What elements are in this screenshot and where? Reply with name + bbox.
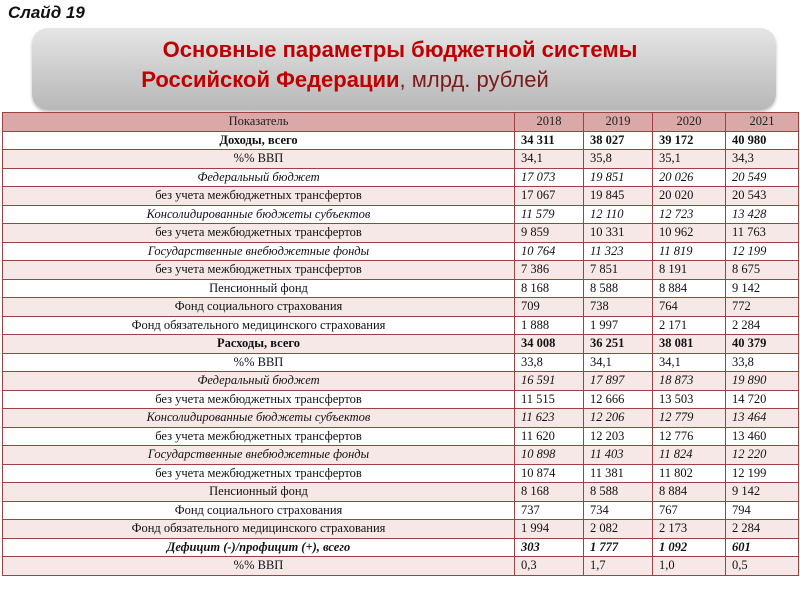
row-value-2019: 7 851 (584, 261, 653, 280)
row-value-2019: 11 323 (584, 242, 653, 261)
row-label: Фонд социального страхования (3, 501, 515, 520)
table-row (3, 205, 799, 224)
header-2018: 2018 (515, 113, 584, 132)
row-value-2019: 734 (584, 501, 653, 520)
row-value-2019: 11 381 (584, 464, 653, 483)
title-line-2 (141, 65, 548, 95)
table-row (3, 427, 799, 446)
row-value-2018: 7 386 (515, 261, 584, 280)
row-label: Дефицит (-)/профицит (+), всего (3, 538, 515, 557)
row-value-2019: 8 588 (584, 483, 653, 502)
header-indicator: Показатель (3, 113, 515, 132)
page-title (0, 35, 800, 95)
row-label: Доходы, всего (3, 131, 515, 150)
row-value-2020: 39 172 (653, 131, 726, 150)
row-value-2021: 13 460 (726, 427, 799, 446)
row-value-2018: 303 (515, 538, 584, 557)
budget-table (2, 112, 799, 576)
row-label: без учета межбюджетных трансфертов (3, 187, 515, 206)
row-value-2020: 8 884 (653, 279, 726, 298)
row-value-2021: 794 (726, 501, 799, 520)
row-label: без учета межбюджетных трансфертов (3, 427, 515, 446)
row-value-2019: 12 206 (584, 409, 653, 428)
row-value-2019: 38 027 (584, 131, 653, 150)
row-value-2018: 11 620 (515, 427, 584, 446)
table-row (3, 187, 799, 206)
row-value-2020: 12 776 (653, 427, 726, 446)
row-value-2018: 10 764 (515, 242, 584, 261)
table-row (3, 446, 799, 465)
table-row (3, 298, 799, 317)
row-value-2021: 601 (726, 538, 799, 557)
row-value-2019: 10 331 (584, 224, 653, 243)
row-value-2018: 11 623 (515, 409, 584, 428)
row-value-2018: 10 898 (515, 446, 584, 465)
table-row (3, 520, 799, 539)
row-value-2021: 14 720 (726, 390, 799, 409)
row-value-2021: 2 284 (726, 316, 799, 335)
table-row (3, 168, 799, 187)
row-value-2021: 9 142 (726, 483, 799, 502)
row-value-2018: 34,1 (515, 150, 584, 169)
row-value-2020: 34,1 (653, 353, 726, 372)
row-label: Консолидированные бюджеты субъектов (3, 409, 515, 428)
table-row (3, 335, 799, 354)
row-label: без учета межбюджетных трансфертов (3, 464, 515, 483)
row-label: без учета межбюджетных трансфертов (3, 261, 515, 280)
row-value-2019: 12 203 (584, 427, 653, 446)
table-row (3, 150, 799, 169)
header-2020: 2020 (653, 113, 726, 132)
table-row (3, 538, 799, 557)
row-value-2018: 0,3 (515, 557, 584, 576)
row-value-2020: 13 503 (653, 390, 726, 409)
row-label: Расходы, всего (3, 335, 515, 354)
row-value-2020: 38 081 (653, 335, 726, 354)
row-value-2021: 34,3 (726, 150, 799, 169)
row-value-2021: 12 199 (726, 464, 799, 483)
row-value-2020: 11 802 (653, 464, 726, 483)
row-label: Государственные внебюджетные фонды (3, 242, 515, 261)
row-value-2018: 1 994 (515, 520, 584, 539)
row-value-2020: 1 092 (653, 538, 726, 557)
row-value-2019: 1,7 (584, 557, 653, 576)
row-value-2018: 33,8 (515, 353, 584, 372)
header-2021: 2021 (726, 113, 799, 132)
row-value-2018: 16 591 (515, 372, 584, 391)
table-row (3, 242, 799, 261)
row-value-2021: 20 543 (726, 187, 799, 206)
row-label: Пенсионный фонд (3, 483, 515, 502)
row-value-2020: 20 026 (653, 168, 726, 187)
table-row (3, 501, 799, 520)
row-value-2019: 36 251 (584, 335, 653, 354)
row-value-2019: 1 777 (584, 538, 653, 557)
row-value-2020: 767 (653, 501, 726, 520)
row-value-2021: 0,5 (726, 557, 799, 576)
row-value-2019: 8 588 (584, 279, 653, 298)
row-value-2021: 13 428 (726, 205, 799, 224)
row-value-2020: 764 (653, 298, 726, 317)
row-value-2018: 17 067 (515, 187, 584, 206)
row-value-2018: 737 (515, 501, 584, 520)
row-value-2018: 34 008 (515, 335, 584, 354)
row-value-2020: 20 020 (653, 187, 726, 206)
row-value-2021: 12 220 (726, 446, 799, 465)
row-value-2020: 18 873 (653, 372, 726, 391)
table-row (3, 483, 799, 502)
row-label: %% ВВП (3, 353, 515, 372)
row-value-2021: 40 379 (726, 335, 799, 354)
row-value-2020: 8 884 (653, 483, 726, 502)
row-value-2021: 33,8 (726, 353, 799, 372)
row-value-2020: 35,1 (653, 150, 726, 169)
row-value-2020: 11 824 (653, 446, 726, 465)
row-value-2020: 2 171 (653, 316, 726, 335)
slide-label: Слайд 19 (8, 3, 85, 22)
row-label: Консолидированные бюджеты субъектов (3, 205, 515, 224)
table-row (3, 279, 799, 298)
row-value-2020: 1,0 (653, 557, 726, 576)
row-label: Фонд обязательного медицинского страхования (3, 316, 515, 335)
row-value-2019: 738 (584, 298, 653, 317)
table-row (3, 372, 799, 391)
title-line-2-text: Российской Федерации (141, 67, 400, 92)
row-value-2021: 2 284 (726, 520, 799, 539)
row-label: без учета межбюджетных трансфертов (3, 390, 515, 409)
row-label: Федеральный бюджет (3, 372, 515, 391)
title-unit: , млрд. рублей (399, 67, 549, 92)
row-value-2020: 8 191 (653, 261, 726, 280)
row-value-2019: 19 845 (584, 187, 653, 206)
table-row (3, 131, 799, 150)
row-label: %% ВВП (3, 150, 515, 169)
row-value-2018: 34 311 (515, 131, 584, 150)
row-label: Государственные внебюджетные фонды (3, 446, 515, 465)
row-value-2020: 2 173 (653, 520, 726, 539)
row-value-2019: 17 897 (584, 372, 653, 391)
row-value-2020: 12 723 (653, 205, 726, 224)
row-value-2019: 35,8 (584, 150, 653, 169)
row-value-2021: 20 549 (726, 168, 799, 187)
row-label: Пенсионный фонд (3, 279, 515, 298)
row-value-2019: 2 082 (584, 520, 653, 539)
row-value-2021: 19 890 (726, 372, 799, 391)
row-label: Фонд обязательного медицинского страхования (3, 520, 515, 539)
row-value-2021: 12 199 (726, 242, 799, 261)
title-line-1: Основные параметры бюджетной системы (162, 37, 638, 62)
row-value-2019: 12 666 (584, 390, 653, 409)
table-row (3, 390, 799, 409)
row-value-2018: 9 859 (515, 224, 584, 243)
table-row (3, 557, 799, 576)
row-label: %% ВВП (3, 557, 515, 576)
row-value-2020: 10 962 (653, 224, 726, 243)
row-value-2019: 1 997 (584, 316, 653, 335)
row-value-2021: 11 763 (726, 224, 799, 243)
row-value-2020: 12 779 (653, 409, 726, 428)
row-value-2018: 8 168 (515, 483, 584, 502)
row-value-2018: 709 (515, 298, 584, 317)
row-label: Федеральный бюджет (3, 168, 515, 187)
table-header-row (3, 113, 799, 132)
row-value-2021: 13 464 (726, 409, 799, 428)
table-row (3, 224, 799, 243)
table-row (3, 316, 799, 335)
row-label: Фонд социального страхования (3, 298, 515, 317)
row-value-2019: 12 110 (584, 205, 653, 224)
row-value-2019: 11 403 (584, 446, 653, 465)
row-value-2018: 1 888 (515, 316, 584, 335)
table-row (3, 353, 799, 372)
row-label: без учета межбюджетных трансфертов (3, 224, 515, 243)
header-2019: 2019 (584, 113, 653, 132)
row-value-2019: 19 851 (584, 168, 653, 187)
row-value-2021: 8 675 (726, 261, 799, 280)
row-value-2021: 772 (726, 298, 799, 317)
table-row (3, 464, 799, 483)
row-value-2018: 17 073 (515, 168, 584, 187)
table-row (3, 409, 799, 428)
table-row (3, 261, 799, 280)
row-value-2018: 11 515 (515, 390, 584, 409)
row-value-2021: 40 980 (726, 131, 799, 150)
row-value-2020: 11 819 (653, 242, 726, 261)
row-value-2018: 8 168 (515, 279, 584, 298)
row-value-2019: 34,1 (584, 353, 653, 372)
row-value-2018: 10 874 (515, 464, 584, 483)
row-value-2021: 9 142 (726, 279, 799, 298)
row-value-2018: 11 579 (515, 205, 584, 224)
